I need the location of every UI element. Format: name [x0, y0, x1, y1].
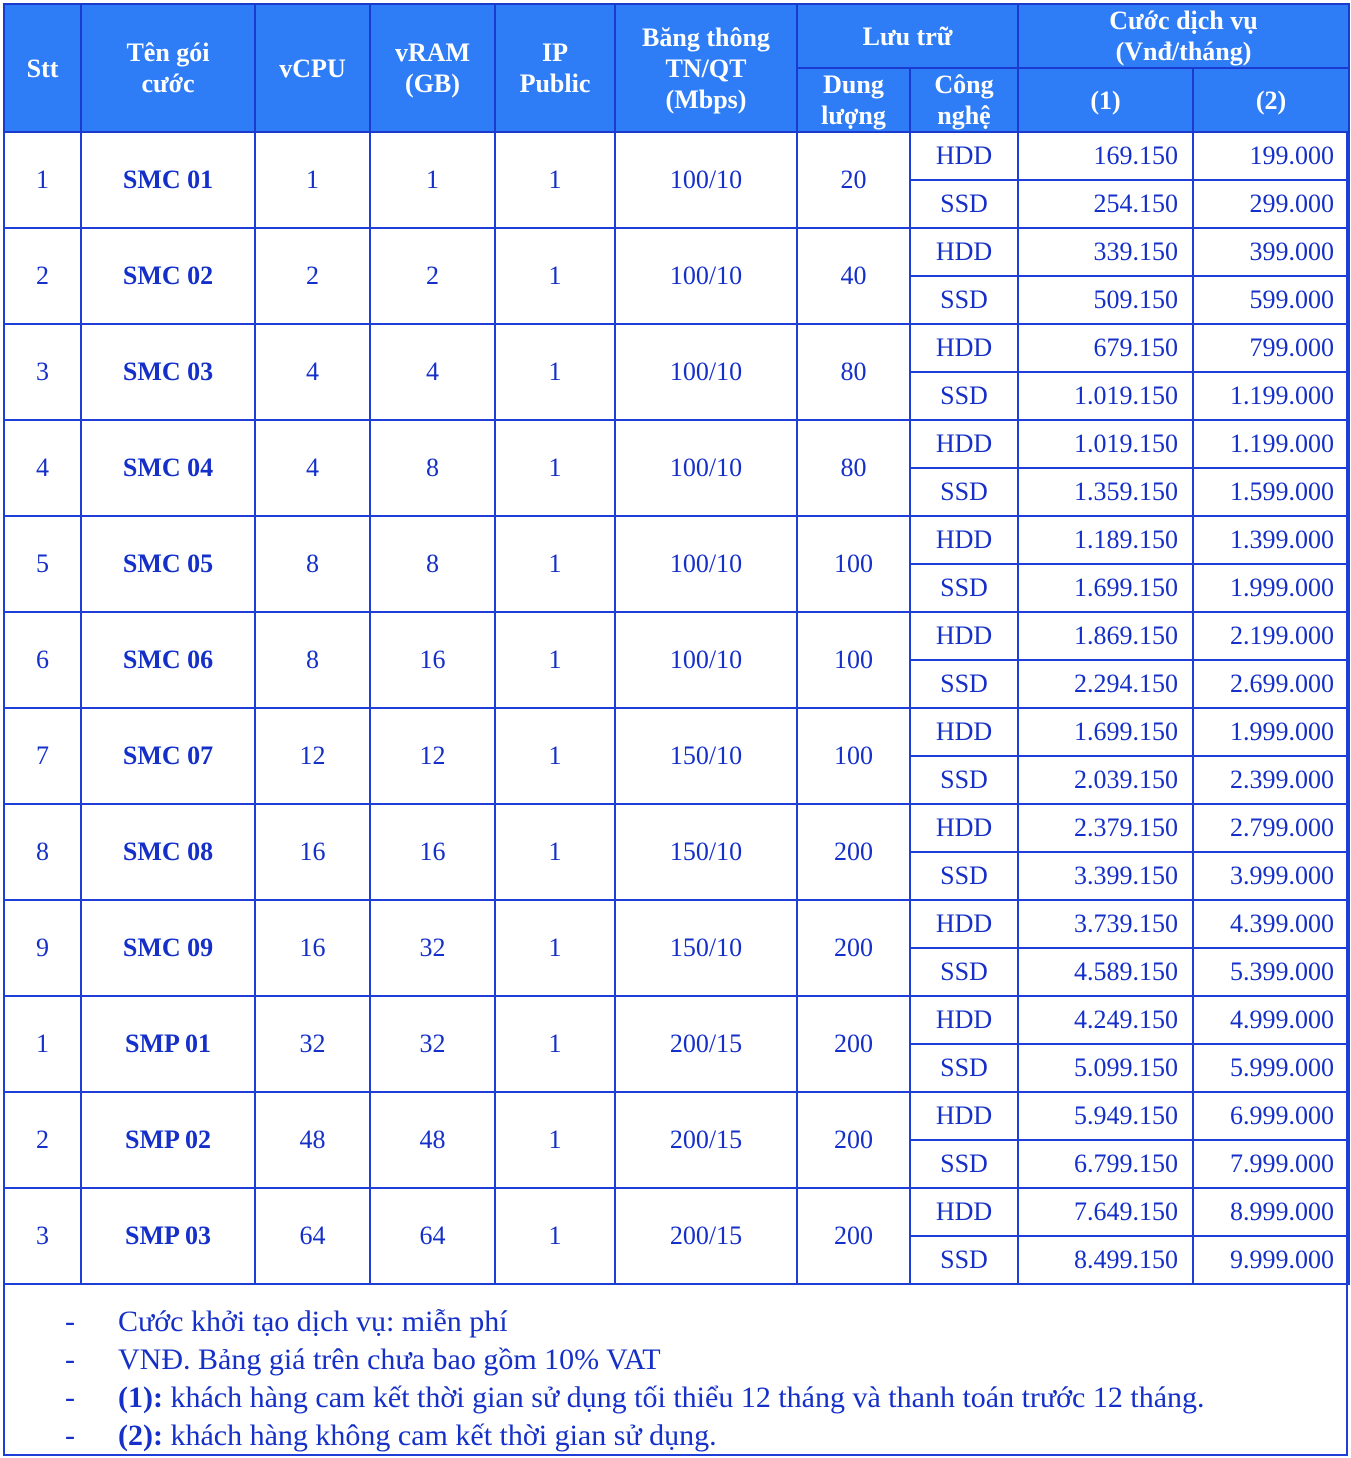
cell-vcpu: 8 — [255, 516, 370, 612]
cell-vram: 1 — [370, 132, 495, 228]
cell-technology: HDD — [910, 612, 1018, 660]
cell-stt: 5 — [4, 516, 81, 612]
cell-fee-2: 4.399.000 — [1193, 900, 1349, 948]
cell-fee-2: 6.999.000 — [1193, 1092, 1349, 1140]
cell-ip: 1 — [495, 1188, 615, 1284]
cell-bandwidth: 200/15 — [615, 996, 797, 1092]
cell-technology: HDD — [910, 1188, 1018, 1236]
cell-vcpu: 48 — [255, 1092, 370, 1188]
cell-stt: 8 — [4, 804, 81, 900]
cell-stt: 7 — [4, 708, 81, 804]
cell-capacity: 200 — [797, 1092, 910, 1188]
cell-fee-2: 399.000 — [1193, 228, 1349, 276]
cell-vram: 8 — [370, 516, 495, 612]
cell-bandwidth: 100/10 — [615, 612, 797, 708]
cell-fee-1: 1.699.150 — [1018, 708, 1193, 756]
cell-technology: HDD — [910, 1092, 1018, 1140]
cell-bandwidth: 100/10 — [615, 228, 797, 324]
cell-capacity: 200 — [797, 996, 910, 1092]
cell-vcpu: 64 — [255, 1188, 370, 1284]
cell-package-name: SMC 08 — [81, 804, 255, 900]
cell-fee-1: 509.150 — [1018, 276, 1193, 324]
table-row — [4, 996, 1349, 1044]
cell-bandwidth: 100/10 — [615, 324, 797, 420]
header-storage: Lưu trữ — [797, 4, 1018, 68]
note-bullet: - — [65, 1305, 75, 1338]
cell-fee-1: 8.499.150 — [1018, 1236, 1193, 1284]
cell-vcpu: 2 — [255, 228, 370, 324]
cell-package-name: SMC 03 — [81, 324, 255, 420]
cell-package-name: SMC 02 — [81, 228, 255, 324]
table-row — [4, 1188, 1349, 1236]
cell-vram: 2 — [370, 228, 495, 324]
cell-capacity: 100 — [797, 708, 910, 804]
header-technology: Công nghệ — [910, 68, 1018, 132]
cell-fee-1: 1.189.150 — [1018, 516, 1193, 564]
notes-section — [3, 1301, 1348, 1453]
cell-fee-1: 4.589.150 — [1018, 948, 1193, 996]
note-bullet: - — [65, 1343, 75, 1376]
cell-technology: HDD — [910, 708, 1018, 756]
cell-fee-1: 7.649.150 — [1018, 1188, 1193, 1236]
cell-capacity: 200 — [797, 1188, 910, 1284]
header-fee-1: (1) — [1018, 68, 1193, 132]
cell-vram: 32 — [370, 900, 495, 996]
cell-fee-1: 2.379.150 — [1018, 804, 1193, 852]
note-body: khách hàng không cam kết thời gian sử dụng. — [162, 1419, 717, 1452]
table-row — [4, 804, 1349, 852]
cell-bandwidth: 200/15 — [615, 1188, 797, 1284]
cell-fee-1: 5.099.150 — [1018, 1044, 1193, 1092]
header-vcpu: vCPU — [255, 4, 370, 132]
cell-ip: 1 — [495, 804, 615, 900]
cell-bandwidth: 150/10 — [615, 900, 797, 996]
cell-fee-1: 1.869.150 — [1018, 612, 1193, 660]
cell-fee-2: 299.000 — [1193, 180, 1349, 228]
cell-vram: 4 — [370, 324, 495, 420]
cell-capacity: 100 — [797, 612, 910, 708]
note-bullet: - — [65, 1381, 75, 1414]
cell-technology: HDD — [910, 516, 1018, 564]
header-ip-public: IP Public — [495, 4, 615, 132]
price-table — [3, 3, 1350, 1285]
cell-stt: 9 — [4, 900, 81, 996]
cell-technology: HDD — [910, 228, 1018, 276]
cell-technology: SSD — [910, 276, 1018, 324]
cell-vcpu: 8 — [255, 612, 370, 708]
cell-capacity: 200 — [797, 900, 910, 996]
cell-ip: 1 — [495, 132, 615, 228]
table-row — [4, 324, 1349, 372]
cell-bandwidth: 150/10 — [615, 804, 797, 900]
header-stt: Stt — [4, 4, 81, 132]
header-fee-2: (2) — [1193, 68, 1349, 132]
cell-fee-2: 1.999.000 — [1193, 564, 1349, 612]
cell-vram: 32 — [370, 996, 495, 1092]
cell-stt: 3 — [4, 324, 81, 420]
cell-technology: SSD — [910, 372, 1018, 420]
note-text — [118, 1341, 661, 1379]
cell-ip: 1 — [495, 228, 615, 324]
cell-vram: 16 — [370, 804, 495, 900]
cell-capacity: 80 — [797, 324, 910, 420]
cell-vcpu: 16 — [255, 900, 370, 996]
cell-vcpu: 32 — [255, 996, 370, 1092]
header-bandwidth: Băng thông TN/QT (Mbps) — [615, 4, 797, 132]
cell-vram: 16 — [370, 612, 495, 708]
cell-fee-1: 679.150 — [1018, 324, 1193, 372]
cell-technology: HDD — [910, 324, 1018, 372]
cell-fee-2: 8.999.000 — [1193, 1188, 1349, 1236]
cell-fee-2: 5.399.000 — [1193, 948, 1349, 996]
cell-vcpu: 4 — [255, 420, 370, 516]
cell-fee-1: 2.294.150 — [1018, 660, 1193, 708]
cell-stt: 2 — [4, 228, 81, 324]
cell-fee-2: 1.399.000 — [1193, 516, 1349, 564]
cell-fee-1: 1.359.150 — [1018, 468, 1193, 516]
cell-ip: 1 — [495, 1092, 615, 1188]
cell-technology: SSD — [910, 1044, 1018, 1092]
cell-technology: HDD — [910, 132, 1018, 180]
cell-fee-1: 1.019.150 — [1018, 420, 1193, 468]
cell-ip: 1 — [495, 900, 615, 996]
cell-fee-2: 2.699.000 — [1193, 660, 1349, 708]
cell-fee-2: 2.399.000 — [1193, 756, 1349, 804]
table-row — [4, 708, 1349, 756]
cell-package-name: SMC 01 — [81, 132, 255, 228]
header-capacity: Dung lượng — [797, 68, 910, 132]
cell-vram: 12 — [370, 708, 495, 804]
note-text — [118, 1303, 508, 1341]
cell-fee-2: 9.999.000 — [1193, 1236, 1349, 1284]
cell-fee-1: 339.150 — [1018, 228, 1193, 276]
cell-ip: 1 — [495, 516, 615, 612]
cell-fee-2: 1.199.000 — [1193, 420, 1349, 468]
cell-bandwidth: 100/10 — [615, 132, 797, 228]
cell-fee-1: 4.249.150 — [1018, 996, 1193, 1044]
cell-stt: 1 — [4, 996, 81, 1092]
table-row — [4, 612, 1349, 660]
cell-fee-1: 3.399.150 — [1018, 852, 1193, 900]
cell-capacity: 40 — [797, 228, 910, 324]
cell-technology: HDD — [910, 420, 1018, 468]
cell-fee-2: 1.999.000 — [1193, 708, 1349, 756]
cell-technology: SSD — [910, 1236, 1018, 1284]
cell-fee-2: 3.999.000 — [1193, 852, 1349, 900]
cell-fee-2: 1.199.000 — [1193, 372, 1349, 420]
cell-ip: 1 — [495, 324, 615, 420]
note-bullet: - — [65, 1419, 75, 1452]
cell-fee-2: 199.000 — [1193, 132, 1349, 180]
cell-technology: SSD — [910, 564, 1018, 612]
cell-bandwidth: 100/10 — [615, 420, 797, 516]
header-vram: vRAM (GB) — [370, 4, 495, 132]
cell-vcpu: 12 — [255, 708, 370, 804]
note-body: Cước khởi tạo dịch vụ: miễn phí — [118, 1305, 508, 1338]
cell-ip: 1 — [495, 708, 615, 804]
cell-technology: HDD — [910, 900, 1018, 948]
cell-capacity: 100 — [797, 516, 910, 612]
cell-technology: SSD — [910, 756, 1018, 804]
cell-package-name: SMP 02 — [81, 1092, 255, 1188]
cell-fee-2: 799.000 — [1193, 324, 1349, 372]
cell-bandwidth: 150/10 — [615, 708, 797, 804]
cell-technology: HDD — [910, 804, 1018, 852]
cell-fee-1: 169.150 — [1018, 132, 1193, 180]
cell-package-name: SMC 06 — [81, 612, 255, 708]
cell-vcpu: 1 — [255, 132, 370, 228]
table-row — [4, 516, 1349, 564]
table-header — [4, 4, 1349, 132]
cell-vram: 8 — [370, 420, 495, 516]
cell-fee-2: 7.999.000 — [1193, 1140, 1349, 1188]
table-row — [4, 900, 1349, 948]
table-row — [4, 420, 1349, 468]
cell-technology: SSD — [910, 660, 1018, 708]
cell-package-name: SMC 07 — [81, 708, 255, 804]
cell-capacity: 80 — [797, 420, 910, 516]
cell-package-name: SMP 01 — [81, 996, 255, 1092]
cell-fee-1: 1.699.150 — [1018, 564, 1193, 612]
cell-package-name: SMC 05 — [81, 516, 255, 612]
table-row — [4, 228, 1349, 276]
cell-fee-2: 599.000 — [1193, 276, 1349, 324]
header-service-fee: Cước dịch vụ (Vnđ/tháng) — [1018, 4, 1349, 68]
cell-package-name: SMP 03 — [81, 1188, 255, 1284]
note-key: (1): — [118, 1381, 163, 1414]
table-row — [4, 132, 1349, 180]
cell-fee-2: 1.599.000 — [1193, 468, 1349, 516]
table-row — [4, 1092, 1349, 1140]
cell-fee-1: 254.150 — [1018, 180, 1193, 228]
cell-technology: HDD — [910, 996, 1018, 1044]
cell-stt: 4 — [4, 420, 81, 516]
cell-stt: 3 — [4, 1188, 81, 1284]
cell-vcpu: 16 — [255, 804, 370, 900]
cell-bandwidth: 200/15 — [615, 1092, 797, 1188]
cell-capacity: 200 — [797, 804, 910, 900]
cell-fee-1: 1.019.150 — [1018, 372, 1193, 420]
cell-fee-1: 3.739.150 — [1018, 900, 1193, 948]
note-text — [118, 1379, 1205, 1417]
cell-fee-1: 2.039.150 — [1018, 756, 1193, 804]
cell-package-name: SMC 04 — [81, 420, 255, 516]
cell-fee-2: 2.199.000 — [1193, 612, 1349, 660]
cell-ip: 1 — [495, 420, 615, 516]
note-body: khách hàng cam kết thời gian sử dụng tối thiểu 12 tháng và thanh toán trước 12 tháng. — [162, 1381, 1205, 1414]
cell-bandwidth: 100/10 — [615, 516, 797, 612]
cell-vram: 48 — [370, 1092, 495, 1188]
cell-technology: SSD — [910, 1140, 1018, 1188]
cell-capacity: 20 — [797, 132, 910, 228]
cell-fee-2: 4.999.000 — [1193, 996, 1349, 1044]
cell-ip: 1 — [495, 996, 615, 1092]
cell-package-name: SMC 09 — [81, 900, 255, 996]
table-body — [4, 132, 1349, 1284]
cell-stt: 1 — [4, 132, 81, 228]
cell-technology: SSD — [910, 180, 1018, 228]
cell-vram: 64 — [370, 1188, 495, 1284]
note-text — [118, 1417, 717, 1455]
cell-ip: 1 — [495, 612, 615, 708]
cell-vcpu: 4 — [255, 324, 370, 420]
cell-stt: 2 — [4, 1092, 81, 1188]
cell-fee-2: 5.999.000 — [1193, 1044, 1349, 1092]
cell-technology: SSD — [910, 852, 1018, 900]
header-package-name: Tên gói cước — [81, 4, 255, 132]
cell-technology: SSD — [910, 468, 1018, 516]
cell-technology: SSD — [910, 948, 1018, 996]
cell-fee-1: 5.949.150 — [1018, 1092, 1193, 1140]
cell-fee-1: 6.799.150 — [1018, 1140, 1193, 1188]
cell-stt: 6 — [4, 612, 81, 708]
cell-fee-2: 2.799.000 — [1193, 804, 1349, 852]
note-body: VNĐ. Bảng giá trên chưa bao gồm 10% VAT — [118, 1343, 661, 1376]
note-key: (2): — [118, 1419, 163, 1452]
